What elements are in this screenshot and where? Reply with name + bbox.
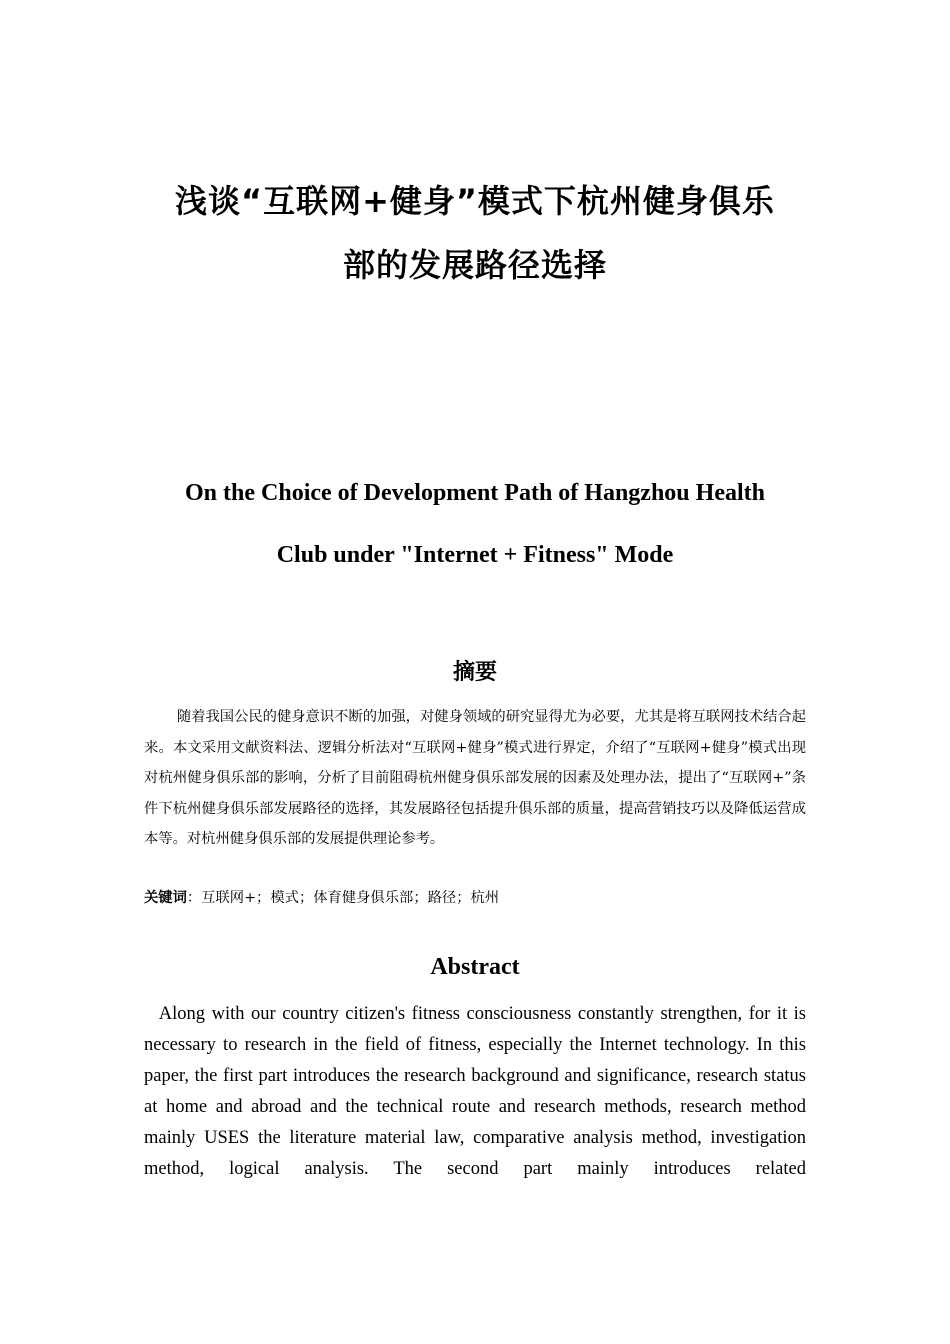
chinese-keywords [144, 886, 806, 910]
english-abstract-body: Along with our country citizen's fitness consciousness constantly strengthen, for it is necessary to research in the field of fitness, especially the Internet technology. In this paper, the first part introduces the research background and significance, research status at home and abroad and the technical route and research methods, research method mainly USES the literature material law, comparative analysis method, investigation method, logical analysis. The second part mainly introduces related [144, 1004, 806, 1180]
english-abstract-heading: Abstract [430, 954, 520, 980]
chinese-abstract-heading: 摘要 [452, 660, 497, 685]
keywords-label: 关键词 [144, 890, 187, 906]
chinese-title-line-2: 部的发展路径选择 [342, 246, 607, 284]
chinese-abstract-body: 随着我国公民的健身意识不断的加强，对健身领域的研究显得尤为必要，尤其是将互联网技术结合起来。本文采用文献资料法、逻辑分析法对“互联网+健身”模式进行界定，介绍了“互联网+健身”模式出现对杭州健身俱乐部的影响，分析了目前阻碍杭州健身俱乐部发展的因素及处理办法，提出了“互联网+”条件下杭州健身俱乐部发展路径的选择，其发展路径包括提升俱乐部的质量，提高营销技巧以及降低运营成本等。对杭州健身俱乐部的发展提供理论参考。 [144, 709, 806, 847]
english-title-line-1: On the Choice of Development Path of Hangzhou Health [185, 480, 765, 506]
english-title-line-2: Club under "Internet + Fitness" Mode [276, 542, 674, 568]
chinese-title-line-1: 浅谈“互联网+健身”模式下杭州健身俱乐 [175, 182, 775, 220]
keywords-list: ：互联网+；模式；体育健身俱乐部；路径；杭州 [186, 890, 500, 906]
